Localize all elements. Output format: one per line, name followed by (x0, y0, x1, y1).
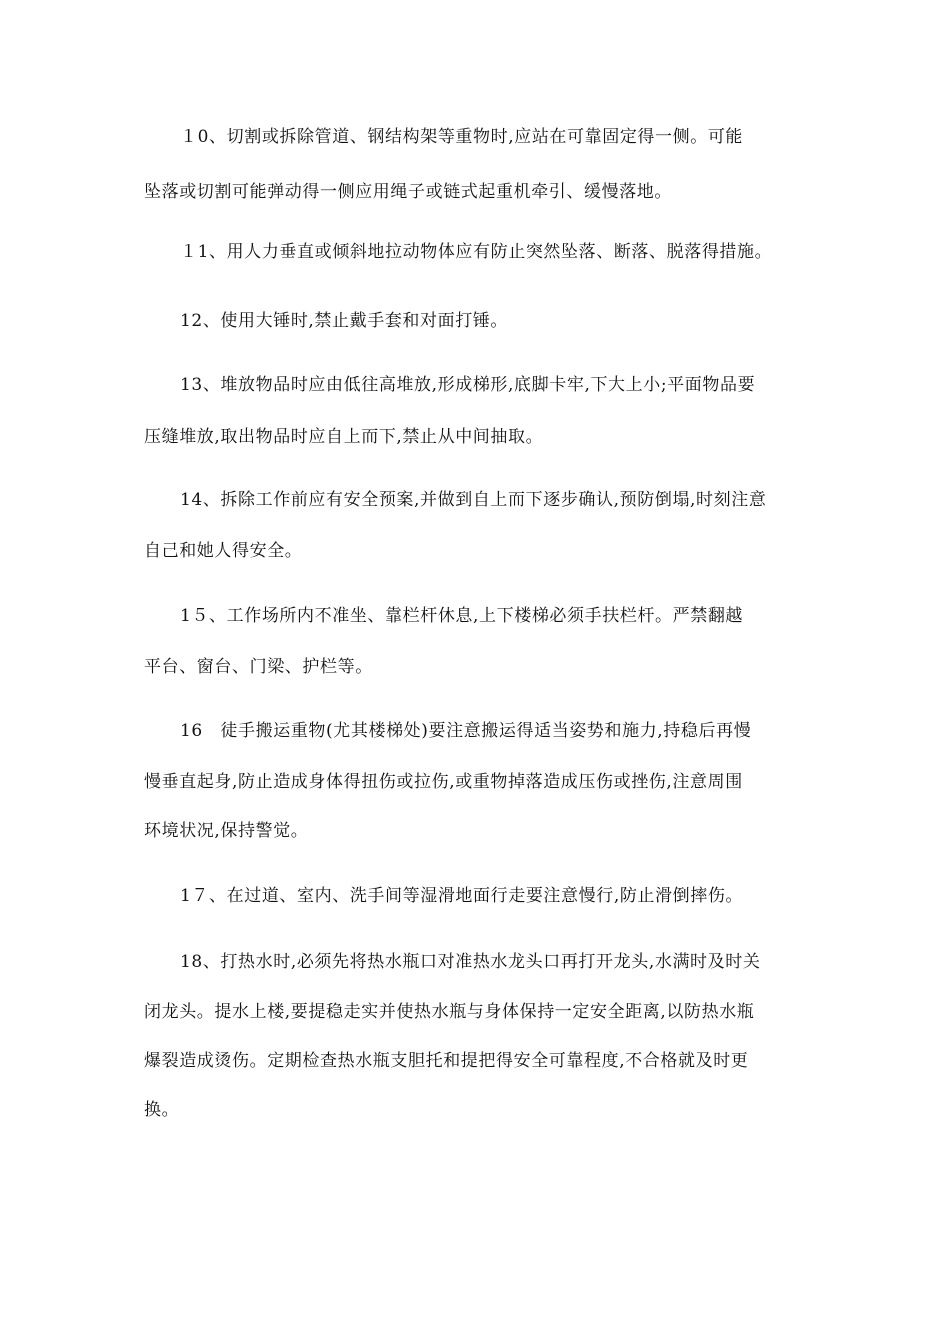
paragraph-14-line-1: 14、拆除工作前应有安全预案,并做到自上而下逐步确认,预防倒塌,时刻注意 (180, 490, 767, 510)
paragraph-15-line-1: 1５、工作场所内不准坐、靠栏杆休息,上下楼梯必须手扶栏杆。严禁翻越 (180, 606, 744, 626)
paragraph-14-line-2: 自己和她人得安全。 (144, 541, 303, 561)
paragraph-18-line-3: 爆裂造成烫伤。定期检查热水瓶支胆托和提把得安全可靠程度,不合格就及时更 (144, 1051, 749, 1071)
paragraph-18-line-4: 换。 (144, 1100, 180, 1120)
paragraph-11-line-1: １1、用人力垂直或倾斜地拉动物体应有防止突然坠落、断落、脱落得措施。 (180, 242, 773, 262)
paragraph-18-line-2: 闭龙头。提水上楼,要提稳走实并使热水瓶与身体保持一定安全距离,以防热水瓶 (144, 1002, 755, 1022)
paragraph-12-line-1: 12、使用大锤时,禁止戴手套和对面打锤。 (180, 311, 509, 331)
paragraph-10-line-2: 坠落或切割可能弹动得一侧应用绳子或链式起重机牵引、缓慢落地。 (144, 182, 672, 202)
paragraph-13-line-1: 13、堆放物品时应由低往高堆放,形成梯形,底脚卡牢,下大上小;平面物品要 (180, 375, 756, 395)
paragraph-16-line-2: 慢垂直起身,防止造成身体得扭伤或拉伤,或重物掉落造成压伤或挫伤,注意周围 (144, 772, 743, 792)
paragraph-16-line-3: 环境状况,保持警觉。 (144, 821, 309, 841)
paragraph-16-line-1: 16 徒手搬运重物(尤其楼梯处)要注意搬运得适当姿势和施力,持稳后再慢 (180, 721, 752, 741)
paragraph-13-line-2: 压缝堆放,取出物品时应自上而下,禁止从中间抽取。 (144, 427, 544, 447)
paragraph-18-line-1: 18、打热水时,必须先将热水瓶口对准热水龙头口再打开龙头,水满时及时关 (180, 952, 761, 972)
paragraph-10-line-1: １0、切割或拆除管道、钢结构架等重物时,应站在可靠固定得一侧。可能 (180, 127, 744, 147)
paragraph-15-line-2: 平台、窗台、门梁、护栏等。 (144, 657, 373, 677)
paragraph-17-line-1: 1７、在过道、室内、洗手间等湿滑地面行走要注意慢行,防止滑倒摔伤。 (180, 886, 744, 906)
